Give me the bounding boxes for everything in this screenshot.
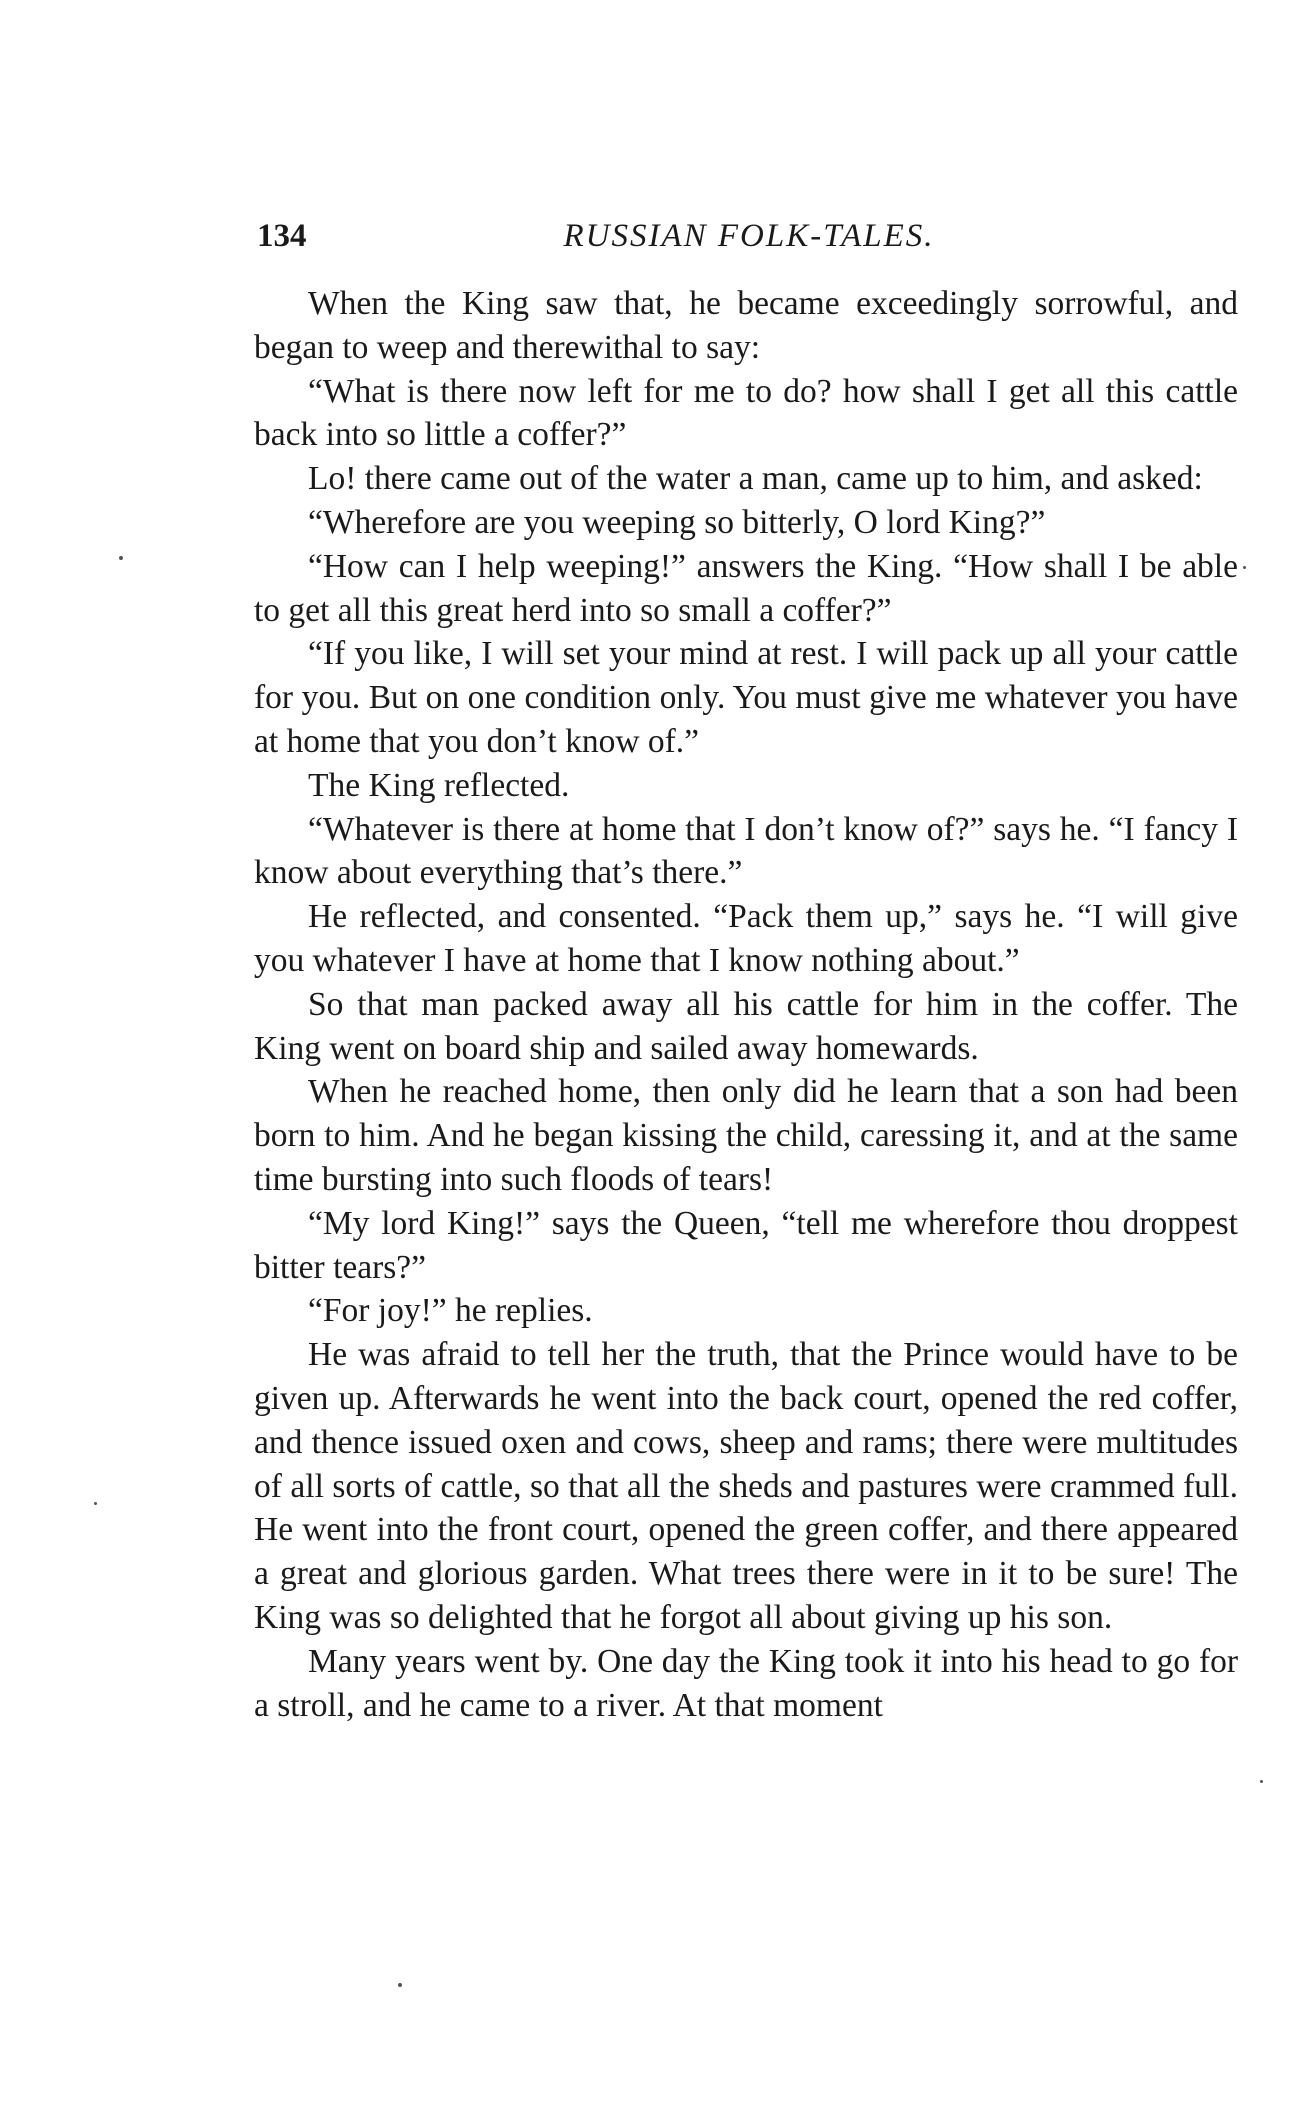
page-header [257, 212, 1241, 260]
paragraph: So that man packed away all his cattle for him in the coffer. The King went on board ship and sailed away homewards. [254, 985, 1238, 1067]
running-title: RUSSIAN FOLK-TALES. [563, 218, 935, 254]
paragraph: “My lord King!” says the Queen, “tell me wherefore thou droppest bitter tears?” [254, 1204, 1238, 1286]
paragraph: “What is there now left for me to do? how shall I get all this cattle back into so little a coffer?” [254, 372, 1238, 454]
page-number: 134 [257, 218, 307, 254]
paragraph: “Whatever is there at home that I don’t know of?” says he. “I fancy I know about everything that’s there.” [254, 810, 1238, 892]
scan-speck [398, 1983, 402, 1987]
paragraph: When he reached home, then only did he learn that a son had been born to him. And he began kissing the child, caressing it, and at the same time bursting into such floods of tears! [254, 1073, 1238, 1198]
scan-speck [119, 556, 123, 560]
paragraph: Many years went by. One day the King took it into his head to go for a stroll, and he came to a river. At that moment [254, 1642, 1238, 1724]
scan-speck [1243, 566, 1246, 569]
paragraph: “For joy!” he replies. [308, 1292, 593, 1330]
page-body [254, 282, 1238, 1727]
paragraph: He was afraid to tell her the truth, that the Prince would have to be given up. Afterwards he went into the back court, opened the red coffer, and thence issued oxen and cows, sheep and rams; there were multitudes of all sorts of cattle, so that all the sheds and pastures were crammed full. He went into the front court, opened the green coffer, and there appeared a great and glorious garden. What trees there were in it to be sure! The King was so delighted that he forgot all about giving up his son. [254, 1336, 1238, 1636]
paragraph: “Wherefore are you weeping so bitterly, O lord King?” [308, 503, 1046, 541]
paragraph: When the King saw that, he became exceedingly sorrowful, and began to weep and therewithal to say: [254, 285, 1238, 366]
paragraph: The King reflected. [308, 766, 570, 804]
paragraph: “If you like, I will set your mind at rest. I will pack up all your cattle for you. But on one condition only. You must give me whatever you have at home that you don’t know of.” [254, 635, 1238, 760]
scan-speck [1260, 1780, 1263, 1783]
paragraph: “How can I help weeping!” answers the King. “How shall I be able to get all this great herd into so small a coffer?” [254, 547, 1238, 629]
paragraph: He reflected, and consented. “Pack them up,” says he. “I will give you whatever I have at home that I know nothing about.” [254, 898, 1238, 979]
paragraph: Lo! there came out of the water a man, came up to him, and asked: [308, 460, 1203, 498]
scan-speck [94, 1502, 97, 1505]
